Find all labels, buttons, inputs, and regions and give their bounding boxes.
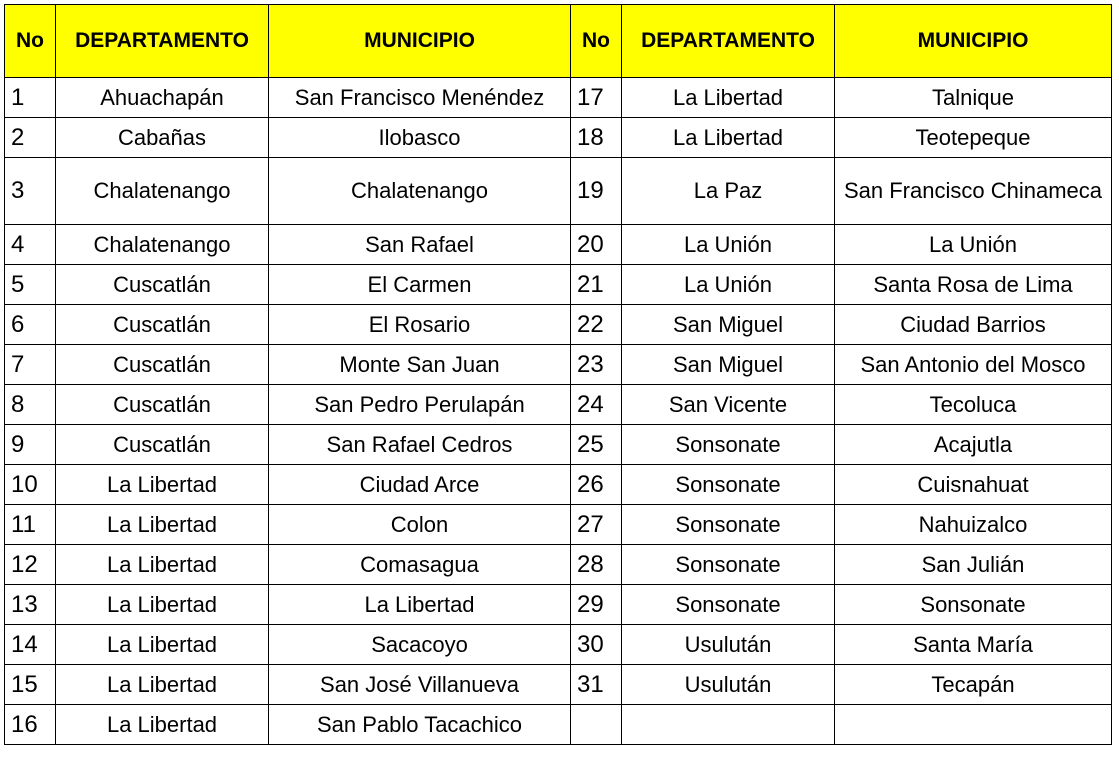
table-row [5,158,1112,225]
municipio-cell: Teotepeque [835,118,1112,158]
row-number-cell: 18 [571,118,622,158]
departamento-cell: La Unión [622,225,835,265]
table-row [5,705,1112,745]
municipio-cell: San José Villanueva [269,665,571,705]
departamento-cell: Cuscatlán [56,425,269,465]
departamento-cell: San Miguel [622,345,835,385]
municipio-cell: Ciudad Barrios [835,305,1112,345]
departamento-cell: San Miguel [622,305,835,345]
departamento-cell: San Vicente [622,385,835,425]
municipio-cell: Tecoluca [835,385,1112,425]
departamento-cell: Cuscatlán [56,385,269,425]
departamento-cell: La Libertad [56,625,269,665]
table-row [5,465,1112,505]
row-number-cell: 4 [5,225,56,265]
municipio-cell: Colon [269,505,571,545]
table-row [5,625,1112,665]
municipio-cell: San Pedro Perulapán [269,385,571,425]
municipio-cell: Sacacoyo [269,625,571,665]
municipio-cell: Ciudad Arce [269,465,571,505]
municipio-cell: Comasagua [269,545,571,585]
row-number-cell: 19 [571,158,622,225]
row-number-cell: 11 [5,505,56,545]
municipio-cell: Sonsonate [835,585,1112,625]
municipio-cell: San Antonio del Mosco [835,345,1112,385]
header-no-right: No [571,5,622,78]
row-number-cell: 9 [5,425,56,465]
row-number-cell [571,705,622,745]
row-number-cell: 25 [571,425,622,465]
departamento-cell: La Libertad [56,505,269,545]
table-row [5,665,1112,705]
municipio-cell: San Rafael Cedros [269,425,571,465]
municipio-cell: San Francisco Chinameca [835,158,1112,225]
departamento-cell: Ahuachapán [56,78,269,118]
municipio-cell: San Julián [835,545,1112,585]
municipio-cell: La Unión [835,225,1112,265]
table-row [5,225,1112,265]
municipio-cell [835,705,1112,745]
row-number-cell: 8 [5,385,56,425]
departamento-cell: La Libertad [622,118,835,158]
row-number-cell: 21 [571,265,622,305]
row-number-cell: 12 [5,545,56,585]
table-row [5,78,1112,118]
departamento-cell: Sonsonate [622,465,835,505]
departamento-cell: La Paz [622,158,835,225]
row-number-cell: 22 [571,305,622,345]
table-body [5,78,1112,745]
table-row [5,305,1112,345]
table-row [5,385,1112,425]
municipio-cell: Monte San Juan [269,345,571,385]
row-number-cell: 26 [571,465,622,505]
departamento-cell: Cabañas [56,118,269,158]
departamento-cell: Chalatenango [56,225,269,265]
departamento-cell: La Libertad [56,545,269,585]
row-number-cell: 30 [571,625,622,665]
departamento-cell: La Unión [622,265,835,305]
departamento-cell: La Libertad [622,78,835,118]
municipio-cell: Santa Rosa de Lima [835,265,1112,305]
departamento-cell: Chalatenango [56,158,269,225]
row-number-cell: 5 [5,265,56,305]
table-row [5,118,1112,158]
header-departamento-right: DEPARTAMENTO [622,5,835,78]
row-number-cell: 1 [5,78,56,118]
header-departamento-left: DEPARTAMENTO [56,5,269,78]
departamento-cell: Cuscatlán [56,305,269,345]
row-number-cell: 28 [571,545,622,585]
municipio-cell: Cuisnahuat [835,465,1112,505]
municipio-cell: San Francisco Menéndez [269,78,571,118]
municipio-cell: Ilobasco [269,118,571,158]
row-number-cell: 2 [5,118,56,158]
row-number-cell: 15 [5,665,56,705]
municipio-cell: Nahuizalco [835,505,1112,545]
departamento-cell: Sonsonate [622,585,835,625]
header-municipio-left: MUNICIPIO [269,5,571,78]
table-row [5,265,1112,305]
row-number-cell: 14 [5,625,56,665]
departamento-cell: Sonsonate [622,505,835,545]
departamento-cell: Sonsonate [622,545,835,585]
municipios-table [4,4,1112,745]
row-number-cell: 7 [5,345,56,385]
header-municipio-right: MUNICIPIO [835,5,1112,78]
municipios-table-container [4,4,1112,745]
municipio-cell: La Libertad [269,585,571,625]
row-number-cell: 16 [5,705,56,745]
municipio-cell: Tecapán [835,665,1112,705]
row-number-cell: 31 [571,665,622,705]
row-number-cell: 20 [571,225,622,265]
municipio-cell: Chalatenango [269,158,571,225]
departamento-cell: La Libertad [56,465,269,505]
municipio-cell: El Rosario [269,305,571,345]
municipio-cell: San Pablo Tacachico [269,705,571,745]
municipio-cell: Acajutla [835,425,1112,465]
departamento-cell: La Libertad [56,665,269,705]
departamento-cell: La Libertad [56,705,269,745]
table-row [5,545,1112,585]
header-no-left: No [5,5,56,78]
municipio-cell: El Carmen [269,265,571,305]
departamento-cell: La Libertad [56,585,269,625]
row-number-cell: 27 [571,505,622,545]
header-row [5,5,1112,78]
row-number-cell: 13 [5,585,56,625]
table-row [5,505,1112,545]
departamento-cell: Cuscatlán [56,345,269,385]
table-row [5,345,1112,385]
row-number-cell: 23 [571,345,622,385]
municipio-cell: San Rafael [269,225,571,265]
row-number-cell: 6 [5,305,56,345]
table-row [5,425,1112,465]
departamento-cell: Cuscatlán [56,265,269,305]
departamento-cell: Sonsonate [622,425,835,465]
municipio-cell: Santa María [835,625,1112,665]
row-number-cell: 17 [571,78,622,118]
municipio-cell: Talnique [835,78,1112,118]
departamento-cell: Usulután [622,665,835,705]
row-number-cell: 24 [571,385,622,425]
row-number-cell: 10 [5,465,56,505]
row-number-cell: 3 [5,158,56,225]
departamento-cell [622,705,835,745]
table-row [5,585,1112,625]
departamento-cell: Usulután [622,625,835,665]
row-number-cell: 29 [571,585,622,625]
